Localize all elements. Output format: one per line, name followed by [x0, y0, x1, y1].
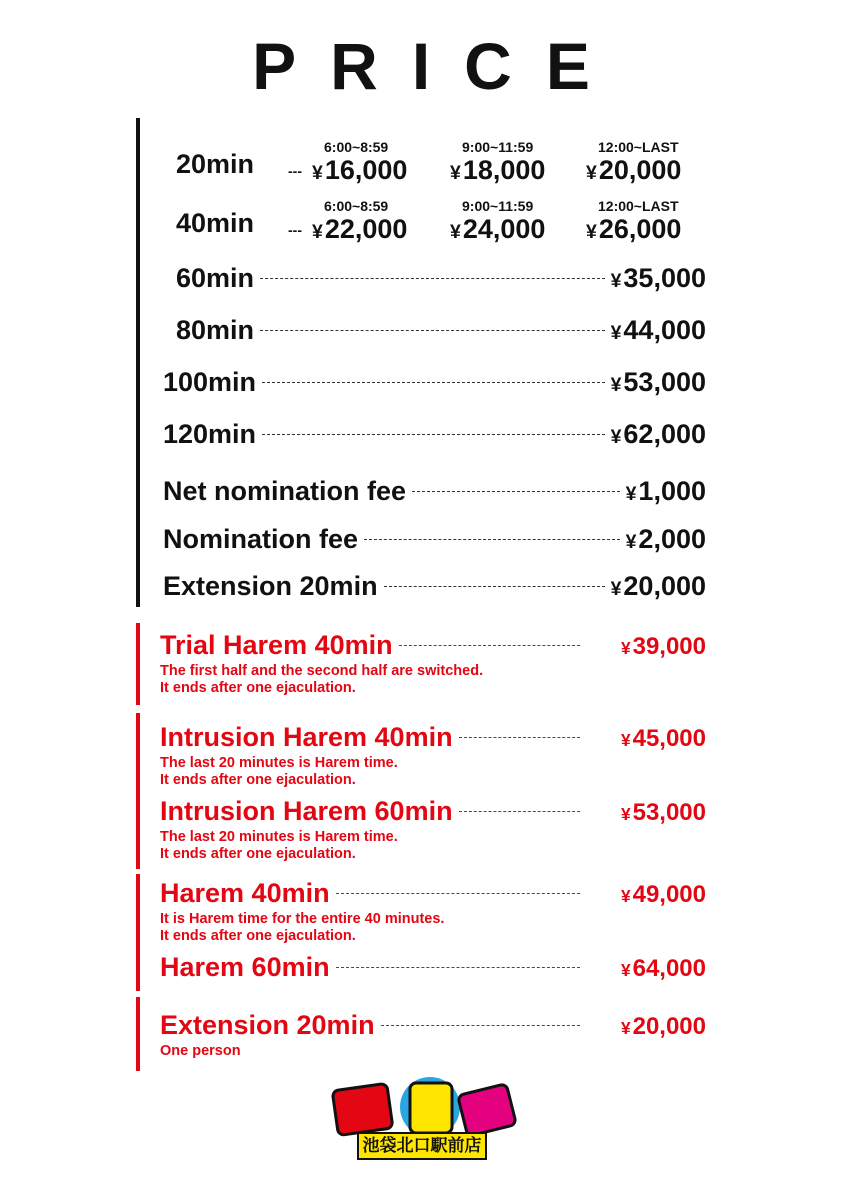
- harem-row: [160, 630, 706, 661]
- time-range: 9:00~11:59: [462, 198, 534, 214]
- price-value: 22,000: [324, 214, 408, 244]
- price-value: 24,000: [462, 214, 546, 244]
- price: [312, 214, 407, 244]
- price-value: 1,000: [638, 476, 706, 506]
- duration-label: 20min: [176, 149, 255, 179]
- item-note: One person: [160, 1043, 241, 1059]
- item-note: It ends after one ejaculation.: [160, 928, 356, 944]
- item-label: Intrusion Harem 40min: [160, 722, 453, 752]
- item-note: The last 20 minutes is Harem time.: [160, 755, 398, 771]
- yen-sign: ¥: [586, 162, 597, 184]
- price: [450, 155, 545, 185]
- item-label: Harem 60min: [160, 952, 330, 982]
- dots-leader: [384, 586, 605, 587]
- yen-sign: ¥: [620, 638, 631, 658]
- item-label: Extension 20min: [160, 1010, 375, 1040]
- price-value: 64,000: [632, 955, 706, 982]
- yen-sign: ¥: [625, 483, 637, 505]
- price: [611, 315, 706, 346]
- harem-row: [160, 796, 706, 827]
- item-label: Net nomination fee: [163, 476, 407, 506]
- item-note: It ends after one ejaculation.: [160, 846, 356, 862]
- section-bar: [136, 118, 140, 607]
- time-range: 9:00~11:59: [462, 139, 534, 155]
- price-row: [163, 524, 706, 555]
- logo-branch: 池袋北口駅前店: [362, 1136, 482, 1155]
- yen-sign: ¥: [625, 531, 637, 553]
- price: [586, 881, 706, 909]
- yen-sign: ¥: [620, 730, 631, 750]
- price-row: [163, 419, 706, 450]
- item-label: 80min: [176, 315, 255, 345]
- yen-sign: ¥: [450, 162, 461, 184]
- harem-row: [160, 952, 706, 983]
- yen-sign: ¥: [610, 578, 622, 600]
- time-range: 12:00~LAST: [598, 198, 679, 214]
- price-row: [163, 367, 706, 398]
- price: [586, 955, 706, 983]
- section-bar: [136, 713, 140, 869]
- yen-sign: ¥: [610, 374, 622, 396]
- dots-leader: [381, 1025, 580, 1026]
- price-row: [163, 571, 706, 602]
- item-label: 60min: [176, 263, 255, 293]
- dots-leader: [260, 278, 605, 279]
- item-label: Harem 40min: [160, 878, 330, 908]
- section-bar: [136, 997, 140, 1071]
- price: [626, 476, 706, 507]
- price: [611, 571, 706, 602]
- item-note: It ends after one ejaculation.: [160, 772, 356, 788]
- price-value: 53,000: [623, 367, 706, 397]
- harem-row: [160, 1010, 706, 1041]
- item-note: It ends after one ejaculation.: [160, 680, 356, 696]
- dots-leader: [399, 645, 580, 646]
- item-note: The first half and the second half are switched.: [160, 663, 484, 679]
- price-value: 18,000: [462, 155, 546, 185]
- price-tier: [586, 139, 681, 186]
- price: [586, 725, 706, 753]
- price-value: 53,000: [632, 799, 706, 826]
- yen-sign: ¥: [312, 162, 323, 184]
- item-label: 120min: [163, 419, 257, 449]
- price-tier: [312, 139, 407, 186]
- price-value: 20,000: [632, 1013, 706, 1040]
- price-value: 16,000: [324, 155, 408, 185]
- dots-leader: [262, 382, 605, 383]
- yen-sign: ¥: [610, 322, 622, 344]
- price-row: [176, 263, 706, 294]
- price-value: 26,000: [598, 214, 682, 244]
- section-bar: [136, 874, 140, 991]
- logo: [330, 1075, 520, 1165]
- price-value: 2,000: [638, 524, 706, 554]
- item-label: Intrusion Harem 60min: [160, 796, 453, 826]
- dots-leader: ---: [288, 163, 302, 179]
- time-range: 12:00~LAST: [598, 139, 679, 155]
- section-bar: [136, 623, 140, 705]
- price-value: 62,000: [623, 419, 706, 449]
- price-value: 45,000: [632, 725, 706, 752]
- duration-label: 40min: [176, 208, 255, 238]
- harem-row: [160, 878, 706, 909]
- yen-sign: ¥: [610, 426, 622, 448]
- price-tier: [312, 198, 407, 245]
- price: [586, 155, 681, 185]
- yen-sign: ¥: [610, 270, 622, 292]
- price: [586, 799, 706, 827]
- price-value: 20,000: [623, 571, 706, 601]
- dots-leader: [412, 491, 620, 492]
- dots-leader: [364, 539, 620, 540]
- price: [626, 524, 706, 555]
- page-title: PRICE: [252, 29, 624, 103]
- price-value: 35,000: [623, 263, 706, 293]
- price-row: [176, 315, 706, 346]
- price-tier: [450, 139, 545, 186]
- price-value: 49,000: [632, 881, 706, 908]
- dots-leader: [262, 434, 605, 435]
- dots-leader: ---: [288, 222, 302, 238]
- item-note: It is Harem time for the entire 40 minutes.: [160, 911, 445, 927]
- dots-leader: [336, 893, 580, 894]
- item-label: Extension 20min: [163, 571, 378, 601]
- time-range: 6:00~8:59: [324, 198, 389, 214]
- price: [611, 367, 706, 398]
- yen-sign: ¥: [620, 804, 631, 824]
- price-tier: [450, 198, 545, 245]
- time-range: 6:00~8:59: [324, 139, 389, 155]
- item-label: Nomination fee: [163, 524, 359, 554]
- price: [611, 419, 706, 450]
- yen-sign: ¥: [620, 960, 631, 980]
- yen-sign: ¥: [312, 221, 323, 243]
- dots-leader: [459, 811, 580, 812]
- yen-sign: ¥: [586, 221, 597, 243]
- dots-leader: [459, 737, 580, 738]
- item-note: The last 20 minutes is Harem time.: [160, 829, 398, 845]
- price: [586, 214, 681, 244]
- price: [586, 633, 706, 661]
- price-value: 20,000: [598, 155, 682, 185]
- price-tier: [586, 198, 681, 245]
- price-value: 44,000: [623, 315, 706, 345]
- dots-leader: [260, 330, 605, 331]
- price: [586, 1013, 706, 1041]
- price-row: [163, 476, 706, 507]
- harem-row: [160, 722, 706, 753]
- yen-sign: ¥: [620, 886, 631, 906]
- price-value: 39,000: [632, 633, 706, 660]
- item-label: 100min: [163, 367, 257, 397]
- price: [312, 155, 407, 185]
- dots-leader: [336, 967, 580, 968]
- yen-sign: ¥: [450, 221, 461, 243]
- item-label: Trial Harem 40min: [160, 630, 393, 660]
- price: [450, 214, 545, 244]
- yen-sign: ¥: [620, 1018, 631, 1038]
- price: [611, 263, 706, 294]
